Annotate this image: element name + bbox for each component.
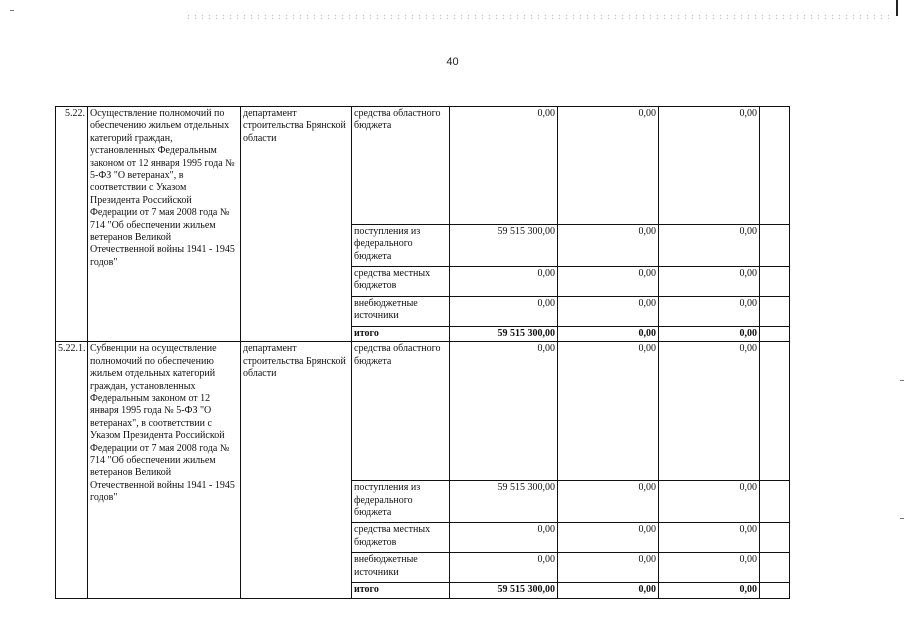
amount-cell: 0,00 xyxy=(659,342,760,481)
scan-artifact xyxy=(900,380,904,381)
amount-cell: 0,00 xyxy=(659,107,760,225)
row-executor: департамент строительства Брянской области xyxy=(241,342,352,598)
amount-cell: 0,00 xyxy=(558,225,659,267)
amount-cell: 59 515 300,00 xyxy=(450,583,558,598)
funding-source: средства местных бюджетов xyxy=(352,267,450,297)
amount-cell: 0,00 xyxy=(558,553,659,583)
row-title: Осуществление полномочий по обеспечению жильем отдельных категорий граждан, установленных Федеральным законом от 12 января 1995 года № 5-ФЗ "О ветеранах", в соответствии с Указом Президента Российской Федерации от 7 мая 2008 года № 714 "Об обеспечении жильем ветеранов Великой Отечественной войны 1941 - 1945 годов" xyxy=(88,107,241,342)
amount-cell: 0,00 xyxy=(558,107,659,225)
scan-artifact xyxy=(900,518,904,519)
table-row xyxy=(56,107,790,225)
amount-cell: 0,00 xyxy=(659,267,760,297)
amount-cell: 0,00 xyxy=(450,523,558,553)
funding-source: средства областного бюджета xyxy=(352,342,450,481)
amount-cell: 0,00 xyxy=(659,523,760,553)
funding-source: поступления из федерального бюджета xyxy=(352,481,450,523)
amount-cell: 0,00 xyxy=(659,481,760,523)
amount-cell: 0,00 xyxy=(450,297,558,327)
scan-artifact xyxy=(10,10,14,11)
amount-cell: 0,00 xyxy=(558,583,659,598)
page-number: 40 xyxy=(446,56,459,68)
amount-cell: 0,00 xyxy=(659,225,760,267)
row-title: Субвенции на осуществление полномочий по обеспечению жильем отдельных категорий граждан, установленных Федеральным законом от 12 января 1995 года № 5-ФЗ "О ветеранах", в соответствии с Указом Президента Российской Федерации от 7 мая 2008 года № 714 "Об обеспечении жильем ветеранов Великой Отечественной войны 1941 - 1945 годов" xyxy=(88,342,241,598)
amount-cell: 0,00 xyxy=(558,297,659,327)
amount-cell: 0,00 xyxy=(558,342,659,481)
funding-source: средства областного бюджета xyxy=(352,107,450,225)
funding-source: средства местных бюджетов xyxy=(352,523,450,553)
empty-cell xyxy=(760,481,790,523)
empty-cell xyxy=(760,267,790,297)
row-number: 5.22. xyxy=(56,107,88,342)
funding-source: внебюджетные источники xyxy=(352,297,450,327)
amount-cell: 0,00 xyxy=(659,297,760,327)
amount-cell: 0,00 xyxy=(659,327,760,342)
amount-cell: 0,00 xyxy=(558,523,659,553)
amount-cell: 0,00 xyxy=(450,553,558,583)
amount-cell: 0,00 xyxy=(659,553,760,583)
amount-cell: 0,00 xyxy=(558,267,659,297)
funding-source-total: итого xyxy=(352,327,450,342)
funding-source-total: итого xyxy=(352,583,450,598)
empty-cell xyxy=(760,342,790,481)
amount-cell: 0,00 xyxy=(659,583,760,598)
empty-cell xyxy=(760,225,790,267)
amount-cell: 59 515 300,00 xyxy=(450,225,558,267)
funding-source: внебюджетные источники xyxy=(352,553,450,583)
empty-cell xyxy=(760,583,790,598)
amount-cell: 59 515 300,00 xyxy=(450,327,558,342)
amount-cell: 0,00 xyxy=(558,327,659,342)
amount-cell: 59 515 300,00 xyxy=(450,481,558,523)
row-executor: департамент строительства Брянской области xyxy=(241,107,352,342)
row-number: 5.22.1. xyxy=(56,342,88,598)
program-table xyxy=(55,106,790,599)
empty-cell xyxy=(760,523,790,553)
empty-cell xyxy=(760,553,790,583)
empty-cell xyxy=(760,107,790,225)
empty-cell xyxy=(760,327,790,342)
scan-noise xyxy=(185,14,895,20)
amount-cell: 0,00 xyxy=(558,481,659,523)
table-row xyxy=(56,342,790,481)
empty-cell xyxy=(760,297,790,327)
funding-source: поступления из федерального бюджета xyxy=(352,225,450,267)
amount-cell: 0,00 xyxy=(450,267,558,297)
amount-cell: 0,00 xyxy=(450,342,558,481)
scan-edge-mark xyxy=(896,0,898,16)
amount-cell: 0,00 xyxy=(450,107,558,225)
